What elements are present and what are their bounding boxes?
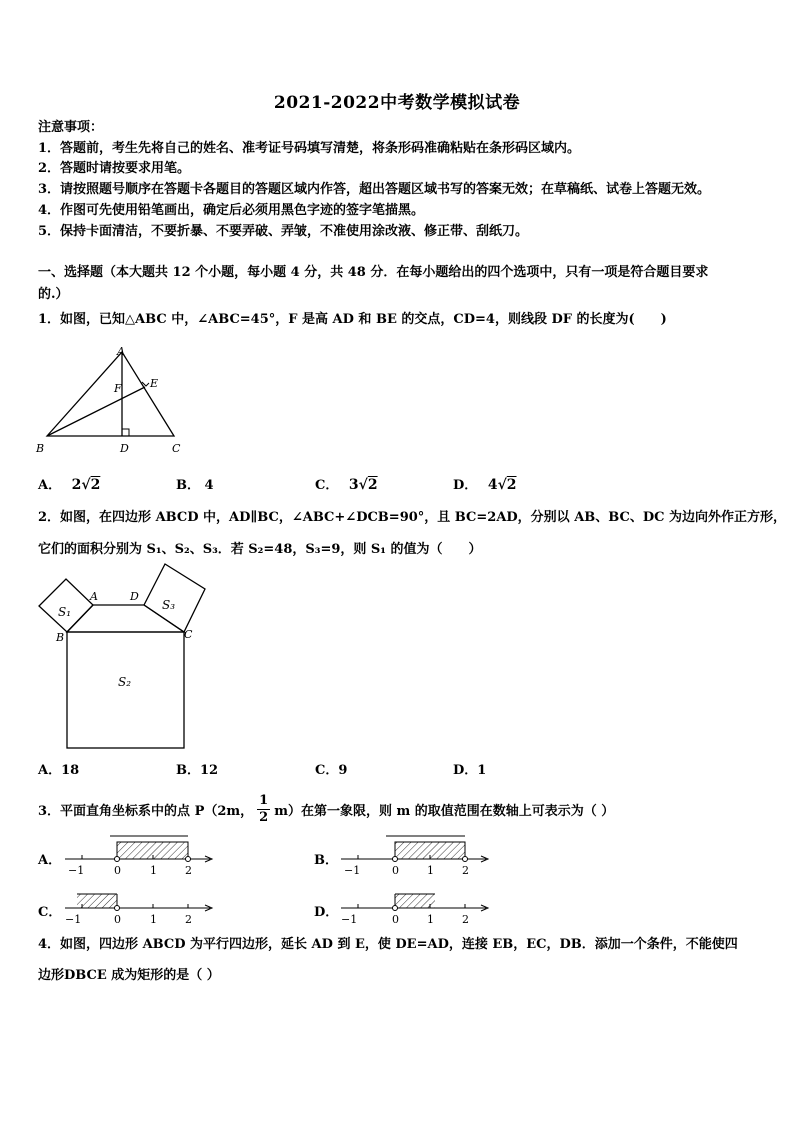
tick-label: 2: [462, 864, 469, 877]
tick-label: 0: [392, 864, 399, 877]
tick-label: 2: [185, 913, 192, 926]
q3-option-c-numberline[interactable]: [60, 886, 220, 928]
tick-label: 1: [427, 913, 434, 926]
notice-item-5: 5．保持卡面清洁，不要折暴、不要弄破、弄皱，不准使用涂改液、修正带、刮纸刀。: [38, 224, 529, 239]
tick-label: −1: [344, 864, 361, 877]
q1-option-a: [38, 474, 100, 493]
tick-label: 0: [392, 913, 399, 926]
q1-option-d-coef: 4: [487, 477, 498, 493]
q2-option-a: A．18: [38, 763, 80, 778]
q3-text: [38, 795, 614, 828]
q3-text-after: m）在第一象限，则 m 的取值范围在数轴上可表示为（ ）: [274, 804, 615, 819]
q3-option-b-letter: B．: [314, 853, 338, 868]
q1-label-A: A: [117, 345, 125, 358]
q2-option-b: B．12: [176, 763, 219, 778]
q3-option-a-letter: A．: [38, 853, 62, 868]
q3-frac-den: 2: [259, 810, 269, 825]
q2-squares-figure: [34, 562, 214, 752]
q1-option-a-coef: 2: [71, 477, 82, 493]
q1-option-c: [315, 474, 378, 493]
tick-label: 2: [462, 913, 469, 926]
q1-label-E: E: [150, 377, 159, 390]
tick-label: 0: [114, 864, 121, 877]
section-heading-line2: 的.）: [38, 287, 69, 302]
q1-triangle-figure: [34, 342, 194, 457]
q1-label-D: D: [120, 442, 129, 455]
notice-heading: 注意事项：: [38, 120, 104, 135]
q1-option-a-letter: A．: [38, 478, 62, 493]
q3-option-d-numberline[interactable]: [336, 886, 496, 928]
q3-option-a-numberline[interactable]: [60, 832, 220, 877]
sqrt-icon: √: [497, 477, 507, 493]
q1-option-c-coef: 3: [348, 477, 359, 493]
q1-text: 1．如图，已知△ABC 中，∠ABC=45°，F 是高 AD 和 BE 的交点，CD=4，则线段 DF 的长度为( ): [38, 312, 667, 327]
q3-fraction: [257, 793, 270, 826]
section-heading-line1: 一、选择题（本大题共 12 个小题，每小题 4 分，共 48 分．在每小题给出的四个选项中，只有一项是符合题目要求: [38, 265, 709, 280]
q3-option-d-letter: D．: [314, 905, 339, 920]
q3-text-before: 3．平面直角坐标系中的点 P（2m，: [38, 804, 254, 819]
q2-label-B: B: [56, 631, 65, 644]
q1-option-c-radicand: 2: [367, 477, 378, 493]
tick-label: 1: [150, 864, 157, 877]
q3-frac-num: 1: [259, 793, 269, 808]
sqrt-icon: √: [358, 477, 368, 493]
tick-label: 0: [114, 913, 121, 926]
notice-item-3: 3．请按照题号顺序在答题卡各题目的答题区域内作答，超出答题区域书写的答案无效；在草稿纸、试卷上答题无效。: [38, 182, 711, 197]
q3-option-c-letter: C．: [38, 905, 62, 920]
notice-item-2: 2．答题时请按要求用笔。: [38, 161, 191, 176]
tick-label: 2: [185, 864, 192, 877]
tick-label: 1: [150, 913, 157, 926]
q3-option-b-numberline[interactable]: [336, 832, 496, 877]
q2-label-A: A: [90, 590, 98, 603]
q2-label-D: D: [130, 590, 139, 603]
q1-option-b-letter: B．: [176, 478, 200, 493]
q1-option-d: [453, 474, 517, 493]
notice-item-4: 4．作图可先使用铅笔画出，确定后必须用黑色字迹的签字笔描黑。: [38, 203, 425, 218]
q1-label-C: C: [172, 442, 181, 455]
q2-option-d: D．1: [453, 763, 487, 778]
q1-label-F: F: [114, 382, 122, 395]
q2-text-line1: 2．如图，在四边形 ABCD 中，AD∥BC，∠ABC+∠DCB=90°，且 BC=2AD，分别以 AB、BC、DC 为边向外作正方形，: [38, 510, 787, 525]
q1-option-d-radicand: 2: [506, 477, 517, 493]
q1-option-c-letter: C．: [315, 478, 339, 493]
tick-label: −1: [341, 913, 358, 926]
q1-option-b-value: 4: [204, 478, 214, 493]
q2-label-S1: S₁: [58, 605, 72, 619]
q2-option-c: C．9: [315, 763, 348, 778]
q2-label-S3: S₃: [162, 598, 176, 612]
q2-label-S2: S₂: [118, 675, 132, 689]
notice-item-1: 1．答题前，考生先将自己的姓名、准考证号码填写清楚，将条形码准确粘贴在条形码区域内。: [38, 141, 581, 156]
q1-label-B: B: [36, 442, 45, 455]
q1-option-b: [176, 474, 214, 493]
q4-text-line1: 4．如图，四边形 ABCD 为平行四边形，延长 AD 到 E，使 DE=AD，连接 EB，EC，DB．添加一个条件，不能使四: [38, 937, 738, 952]
tick-label: 1: [427, 864, 434, 877]
tick-label: −1: [68, 864, 85, 877]
sqrt-icon: √: [81, 477, 91, 493]
q1-option-a-radicand: 2: [90, 477, 101, 493]
page-title: 2021-2022中考数学模拟试卷: [273, 93, 521, 113]
q2-label-C: C: [184, 628, 193, 641]
tick-label: −1: [65, 913, 82, 926]
q1-option-d-letter: D．: [453, 478, 478, 493]
q4-text-line2: 边形DBCE 成为矩形的是（ ）: [38, 968, 220, 983]
q2-text-line2: 它们的面积分别为 S₁、S₂、S₃．若 S₂=48，S₃=9，则 S₁ 的值为（ ）: [38, 542, 482, 557]
